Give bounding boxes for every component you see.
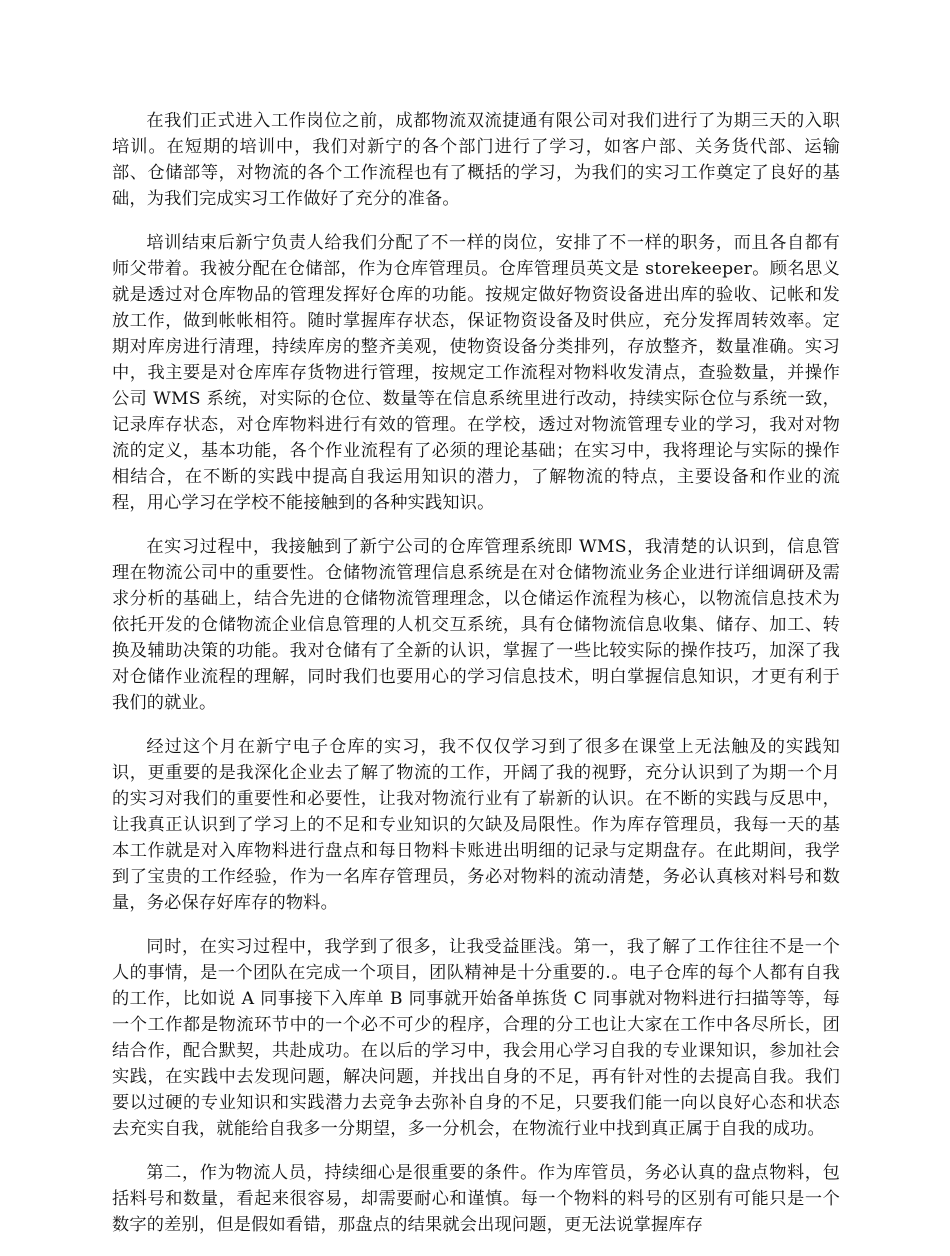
paragraph-storekeeper-role: 培训结束后新宁负责人给我们分配了不一样的岗位，安排了不一样的职务，而且各自都有师父带着。我被分配在仓储部，作为仓库管理员。仓库管理员英文是 storekeeper。顾名思义就是透过对仓库物品的管理发挥好仓库的功能。按规定做好物资设备进出库的验收、记帐和发放工作，做到帐帐相符。随时掌握库存状态，保证物资设备及时供应，充分发挥周转效率。定期对库房进行清理，持续库房的整齐美观，使物资设备分类排列，存放整齐，数量准确。实习中，我主要是对仓库库存货物进行管理，按规定工作流程对物料收发清点，查验数量，并操作公司 WMS 系统，对实际的仓位、数量等在信息系统里进行改动，持续实际仓位与系统一致，记录库存状态，对仓库物料进行有效的管理。在学校，透过对物流管理专业的学习，我对对物流的定义，基本功能，各个作业流程有了必须的理论基础；在实习中，我将理论与实际的操作相结合，在不断的实践中提高自我运用知识的潜力，了解物流的特点，主要设备和作业的流程，用心学习在学校不能接触到的各种实践知识。: [112, 233, 840, 513]
paragraph-carefulness: 第二，作为物流人员，持续细心是很重要的条件。作为库管员，务必认真的盘点物料，包括料号和数量，看起来很容易，却需要耐心和谨慎。每一个物料的料号的区别有可能只是一个数字的差别，但是假如看错，那盘点的结果就会出现问题，更无法说掌握库存: [112, 1163, 840, 1235]
paragraph-internship-reflection: 经过这个月在新宁电子仓库的实习，我不仅仅学习到了很多在课堂上无法触及的实践知识，更重要的是我深化企业去了解了物流的工作，开阔了我的视野，充分认识到了为期一个月的实习对我们的重要性和必要性，让我对物流行业有了崭新的认识。在不断的实践与反思中，让我真正认识到了学习上的不足和专业知识的欠缺及局限性。作为库存管理员，我每一天的基本工作就是对入库物料进行盘点和每日物料卡账进出明细的记录与定期盘存。在此期间，我学到了宝贵的工作经验，作为一名库存管理员，务必对物料的流动清楚，务必认真核对料号和数量，务必保存好库存的物料。: [112, 737, 840, 913]
document-body: [112, 108, 840, 1256]
paragraph-training: 在我们正式进入工作岗位之前，成都物流双流捷通有限公司对我们进行了为期三天的入职培训。在短期的培训中，我们对新宁的各个部门进行了学习，如客户部、关务货代部、运输部、仓储部等，对物流的各个工作流程也有了概括的学习，为我们的实习工作奠定了良好的基础，为我们完成实习工作做好了充分的准备。: [112, 111, 840, 209]
paragraph-teamwork: 同时，在实习过程中，我学到了很多，让我受益匪浅。第一，我了解了工作往往不是一个人的事情，是一个团队在完成一个项目，团队精神是十分重要的.。电子仓库的每个人都有自我的工作，比如说 A 同事接下入库单 B 同事就开始备单拣货 C 同事就对物料进行扫描等等，每一个工作都是物流环节中的一个必不可少的程序，合理的分工也让大家在工作中各尽所长，团结合作，配合默契，共赴成功。在以后的学习中，我会用心学习自我的专业课知识，参加社会实践，在实践中去发现问题，解决问题，并找出自身的不足，再有针对性的去提高自我。我们要以过硬的专业知识和实践潜力去竞争去弥补自身的不足，只要我们能一向以良好心态和状态去充实自我，就能给自我多一分期望，多一分机会，在物流行业中找到真正属于自我的成功。: [112, 937, 840, 1139]
paragraph-wms: 在实习过程中，我接触到了新宁公司的仓库管理系统即 WMS，我清楚的认识到，信息管理在物流公司中的重要性。仓储物流管理信息系统是在对仓储物流业务企业进行详细调研及需求分析的基础上，结合先进的仓储物流管理理念，以仓储运作流程为核心，以物流信息技术为依托开发的仓储物流企业信息管理的人机交互系统，具有仓储物流信息收集、储存、加工、转换及辅助决策的功能。我对仓储有了全新的认识，掌握了一些比较实际的操作技巧，加深了我对仓储作业流程的理解，同时我们也要用心的学习信息技术，明白掌握信息知识，才更有利于我们的就业。: [112, 537, 840, 713]
